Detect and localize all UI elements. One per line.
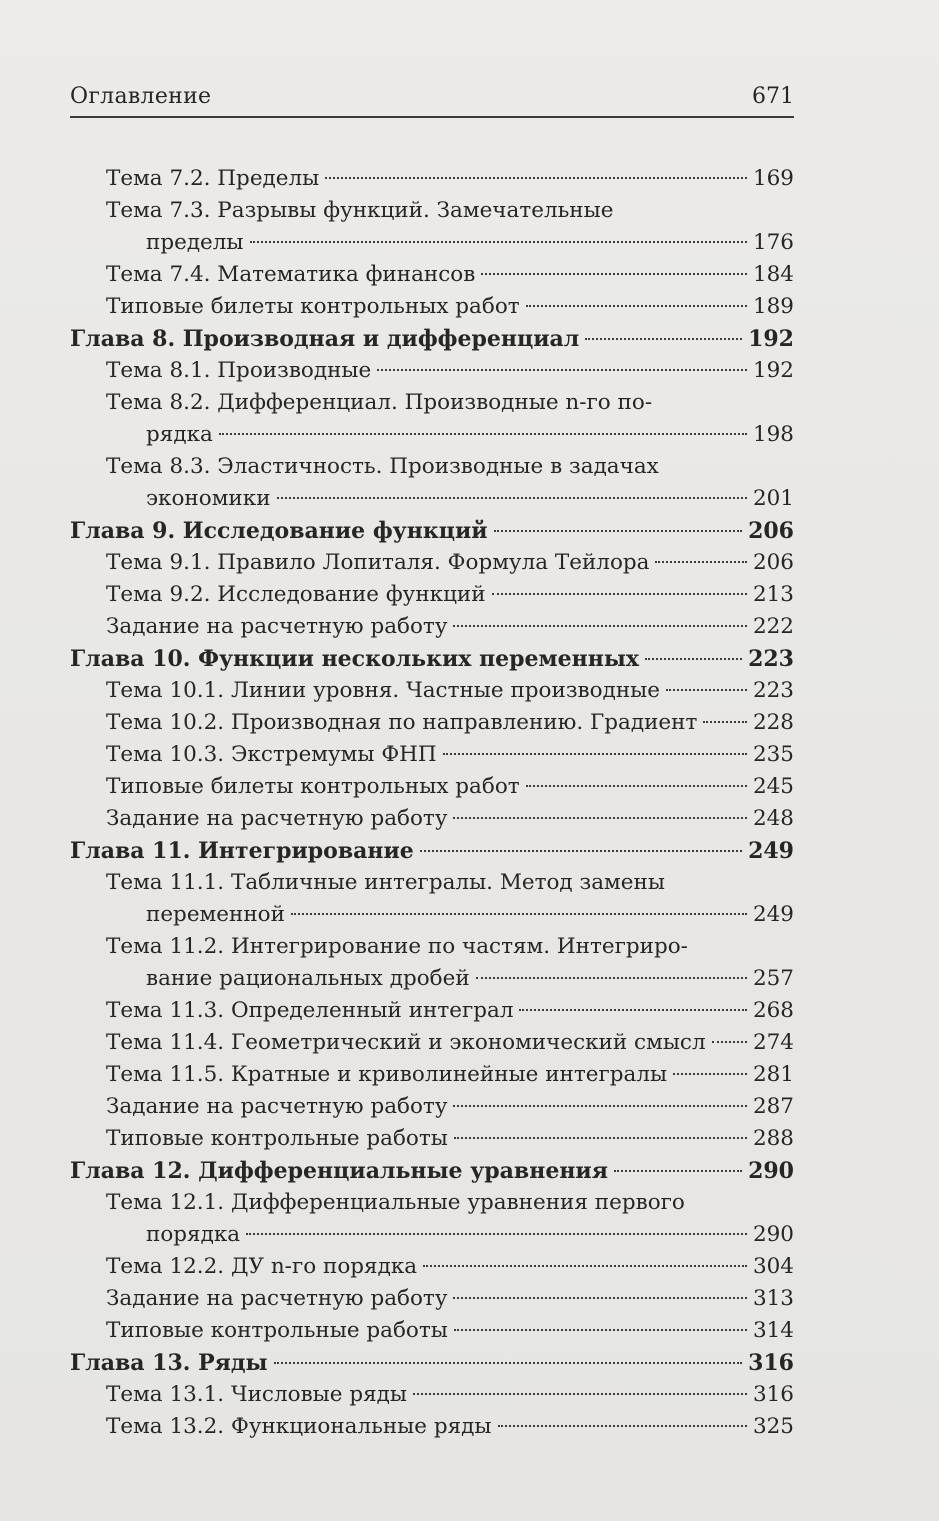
toc-page-number: 287 [752, 1094, 794, 1119]
toc-entry [70, 803, 794, 835]
toc-entry-title: Типовые контрольные работы [106, 1126, 448, 1151]
toc-entry-line [70, 643, 794, 675]
toc-entry-title: переменной [146, 902, 285, 927]
toc-entry [70, 291, 794, 323]
toc-chapter-entry [70, 835, 794, 867]
toc-dot-leader [377, 368, 747, 371]
toc-entry-title: Тема 8.1. Производные [106, 358, 372, 383]
toc-page-number: 316 [748, 1350, 794, 1376]
toc-page-number: 213 [752, 582, 794, 607]
toc-page-number: 222 [752, 614, 794, 639]
toc-page-number: 223 [748, 646, 794, 672]
running-header-page-number: 671 [752, 84, 794, 109]
toc-page-number: 288 [752, 1126, 794, 1151]
toc-page-number: 257 [752, 966, 794, 991]
toc-entry [70, 355, 794, 387]
toc-entry [70, 931, 794, 963]
toc-page-number: 316 [752, 1382, 794, 1407]
toc-entry-line [106, 1411, 794, 1443]
toc-entry [70, 227, 794, 259]
toc-entry-line [70, 835, 794, 867]
toc-page-number: 206 [752, 550, 794, 575]
toc-dot-leader [291, 912, 747, 915]
toc-entry-line [106, 1123, 794, 1155]
toc-entry-title: Тема 8.2. Дифференциал. Производные n-го по- [106, 390, 653, 415]
toc-dot-leader [413, 1392, 747, 1395]
toc-chapter-entry [70, 323, 794, 355]
toc-entry-line [106, 803, 794, 835]
toc-entry [70, 675, 794, 707]
toc-entry [70, 1091, 794, 1123]
toc-entry-line [106, 451, 794, 483]
toc-entry-title: Тема 11.5. Кратные и криволинейные интегралы [106, 1062, 668, 1087]
toc-entry [70, 419, 794, 451]
toc-page-number: 290 [752, 1222, 794, 1247]
toc-page-number: 192 [748, 326, 794, 352]
toc-entry-title: Задание на расчетную работу [106, 806, 448, 831]
toc-page-number: 198 [752, 422, 794, 447]
toc-page-number: 169 [752, 166, 794, 191]
toc-entry-line [106, 291, 794, 323]
toc-page-number: 274 [752, 1030, 794, 1055]
toc-dot-leader [443, 752, 747, 755]
toc-entry-title: Глава 8. Производная и дифференциал [70, 326, 580, 352]
toc-page-number: 206 [748, 518, 794, 544]
toc-entry-line [106, 1187, 794, 1219]
toc-entry-title: Тема 9.2. Исследование функций [106, 582, 486, 607]
toc-entry [70, 739, 794, 771]
toc-entry [70, 1251, 794, 1283]
toc-entry-title: Задание на расчетную работу [106, 614, 448, 639]
toc-entry-title: Задание на расчетную работу [106, 1286, 448, 1311]
toc-entry-line [106, 1315, 794, 1347]
toc-entry-title: Тема 11.2. Интегрирование по частям. Интегриро- [106, 934, 688, 959]
toc-entry-title: Задание на расчетную работу [106, 1094, 448, 1119]
toc-entry [70, 579, 794, 611]
toc-entry [70, 771, 794, 803]
toc-entry [70, 1283, 794, 1315]
toc-page-number: 313 [752, 1286, 794, 1311]
running-header [70, 80, 794, 118]
toc-entry-title: Глава 9. Исследование функций [70, 518, 488, 544]
toc-entry-title: Тема 9.1. Правило Лопиталя. Формула Тейлора [106, 550, 650, 575]
toc-entry-line [146, 1219, 794, 1251]
table-of-contents [70, 163, 794, 1443]
toc-dot-leader [453, 1104, 746, 1107]
toc-page-number: 201 [752, 486, 794, 511]
toc-entry-title: Тема 12.1. Дифференциальные уравнения первого [106, 1190, 685, 1215]
toc-entry [70, 547, 794, 579]
toc-entry-title: Тема 10.1. Линии уровня. Частные производные [106, 678, 661, 703]
toc-entry-line [106, 195, 794, 227]
toc-dot-leader [453, 1296, 746, 1299]
toc-entry [70, 163, 794, 195]
toc-entry-title: Тема 7.3. Разрывы функций. Замечательные [106, 198, 614, 223]
toc-dot-leader [673, 1072, 747, 1075]
toc-entry [70, 1187, 794, 1219]
toc-entry [70, 707, 794, 739]
toc-entry-line [146, 227, 794, 259]
toc-entry-line [146, 963, 794, 995]
toc-dot-leader [277, 496, 747, 499]
toc-dot-leader [526, 304, 747, 307]
toc-entry-title: Глава 10. Функции нескольких переменных [70, 646, 640, 672]
toc-entry [70, 1379, 794, 1411]
toc-entry-title: Тема 11.3. Определенный интеграл [106, 998, 514, 1023]
toc-dot-leader [219, 432, 747, 435]
toc-entry-line [106, 355, 794, 387]
toc-entry [70, 1027, 794, 1059]
toc-page-number: 228 [752, 710, 794, 735]
toc-entry-title: вание рациональных дробей [146, 966, 470, 991]
toc-entry [70, 259, 794, 291]
toc-dot-leader [585, 337, 742, 340]
toc-entry-line [106, 675, 794, 707]
toc-entry-title: Тема 11.4. Геометрический и экономический смысл [106, 1030, 706, 1055]
toc-page-number: 314 [752, 1318, 794, 1343]
toc-dot-leader [519, 1008, 746, 1011]
toc-entry-title: Глава 12. Дифференциальные уравнения [70, 1158, 608, 1184]
toc-entry-title: Тема 10.2. Производная по направлению. Градиент [106, 710, 698, 735]
toc-entry [70, 995, 794, 1027]
toc-entry-title: Типовые билеты контрольных работ [106, 294, 520, 319]
toc-entry-title: Типовые контрольные работы [106, 1318, 448, 1343]
toc-entry-line [106, 1251, 794, 1283]
toc-dot-leader [703, 720, 747, 723]
toc-entry-line [106, 1283, 794, 1315]
toc-entry-title: Типовые билеты контрольных работ [106, 774, 520, 799]
toc-page-number: 189 [752, 294, 794, 319]
toc-entry-line [106, 1379, 794, 1411]
toc-entry [70, 1123, 794, 1155]
toc-entry-title: Тема 8.3. Эластичность. Производные в задачах [106, 454, 659, 479]
toc-entry [70, 899, 794, 931]
toc-dot-leader [645, 657, 742, 660]
toc-dot-leader [614, 1169, 742, 1172]
running-header-title: Оглавление [70, 84, 212, 109]
toc-dot-leader [526, 784, 747, 787]
toc-dot-leader [420, 849, 742, 852]
toc-dot-leader [476, 976, 747, 979]
toc-page-number: 304 [752, 1254, 794, 1279]
toc-entry-title: Глава 13. Ряды [70, 1350, 268, 1376]
toc-page-number: 325 [752, 1414, 794, 1439]
toc-dot-leader [712, 1040, 747, 1043]
toc-entry [70, 963, 794, 995]
toc-dot-leader [423, 1264, 747, 1267]
toc-entry [70, 1219, 794, 1251]
toc-entry-line [146, 483, 794, 515]
toc-entry [70, 1315, 794, 1347]
toc-entry-title: Тема 11.1. Табличные интегралы. Метод замены [106, 870, 665, 895]
toc-entry-title: Тема 7.2. Пределы [106, 166, 320, 191]
toc-entry-title: Тема 12.2. ДУ n-го порядка [106, 1254, 418, 1279]
toc-dot-leader [481, 272, 747, 275]
toc-entry [70, 1059, 794, 1091]
toc-page-number: 235 [752, 742, 794, 767]
toc-entry [70, 867, 794, 899]
toc-entry-title: рядка [146, 422, 213, 447]
toc-dot-leader [498, 1424, 747, 1427]
toc-page-number: 248 [752, 806, 794, 831]
toc-entry [70, 1411, 794, 1443]
toc-entry-title: экономики [146, 486, 271, 511]
toc-dot-leader [325, 176, 747, 179]
toc-dot-leader [666, 688, 747, 691]
toc-page-number: 192 [752, 358, 794, 383]
toc-entry-line [106, 739, 794, 771]
toc-entry-line [106, 1027, 794, 1059]
toc-page-number: 249 [748, 838, 794, 864]
toc-page-number: 281 [752, 1062, 794, 1087]
toc-entry-line [70, 1155, 794, 1187]
toc-chapter-entry [70, 1155, 794, 1187]
toc-entry [70, 195, 794, 227]
toc-entry-title: Глава 11. Интегрирование [70, 838, 414, 864]
toc-dot-leader [246, 1232, 747, 1235]
toc-entry-title: Тема 7.4. Математика финансов [106, 262, 476, 287]
toc-page-number: 290 [748, 1158, 794, 1184]
toc-entry-title: Тема 13.1. Числовые ряды [106, 1382, 408, 1407]
toc-dot-leader [494, 529, 742, 532]
toc-entry-line [146, 419, 794, 451]
toc-entry [70, 611, 794, 643]
toc-page-number: 176 [752, 230, 794, 255]
toc-entry-title: порядка [146, 1222, 241, 1247]
toc-entry-line [106, 995, 794, 1027]
toc-entry-title: пределы [146, 230, 244, 255]
toc-entry [70, 483, 794, 515]
toc-chapter-entry [70, 643, 794, 675]
toc-entry-line [106, 579, 794, 611]
toc-dot-leader [453, 816, 746, 819]
toc-page-number: 249 [752, 902, 794, 927]
toc-entry-line [106, 931, 794, 963]
toc-dot-leader [454, 1136, 747, 1139]
toc-entry-line [106, 611, 794, 643]
toc-entry-line [106, 867, 794, 899]
toc-dot-leader [274, 1361, 742, 1364]
toc-entry-line [106, 387, 794, 419]
toc-entry-line [106, 259, 794, 291]
toc-entry-line [70, 1347, 794, 1379]
toc-page-number: 268 [752, 998, 794, 1023]
toc-entry-line [106, 771, 794, 803]
toc-entry-line [106, 1059, 794, 1091]
toc-entry-line [70, 515, 794, 547]
toc-page-number: 223 [752, 678, 794, 703]
toc-chapter-entry [70, 515, 794, 547]
toc-entry-line [146, 899, 794, 931]
toc-entry-line [70, 323, 794, 355]
toc-dot-leader [454, 1328, 747, 1331]
toc-entry-line [106, 163, 794, 195]
toc-dot-leader [250, 240, 747, 243]
toc-entry-line [106, 1091, 794, 1123]
toc-chapter-entry [70, 1347, 794, 1379]
toc-dot-leader [492, 592, 747, 595]
toc-entry-title: Тема 10.3. Экстремумы ФНП [106, 742, 437, 767]
toc-page-number: 184 [752, 262, 794, 287]
toc-entry-line [106, 707, 794, 739]
toc-dot-leader [453, 624, 746, 627]
toc-page-number: 245 [752, 774, 794, 799]
toc-dot-leader [655, 560, 746, 563]
toc-entry [70, 451, 794, 483]
toc-entry-title: Тема 13.2. Функциональные ряды [106, 1414, 492, 1439]
toc-entry-line [106, 547, 794, 579]
toc-entry [70, 387, 794, 419]
